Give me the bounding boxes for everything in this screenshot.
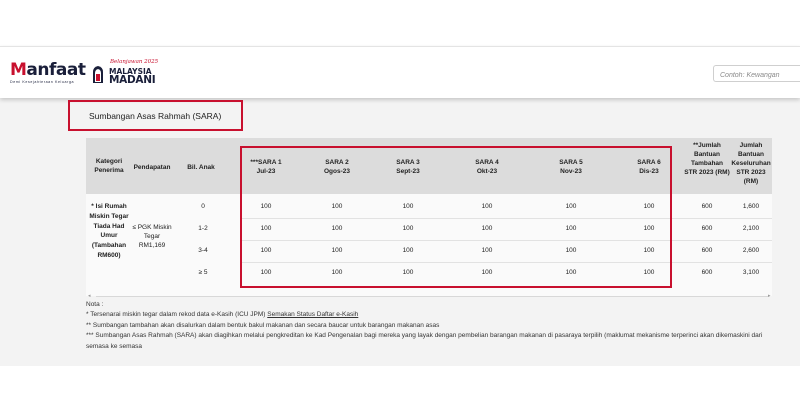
note-2: ** Sumbangan tambahan akan disalurkan dalam bentuk bakul makanan dan secara baucar untuk barangan makanan asas <box>86 321 440 329</box>
header-sara6-month: Dis-23 <box>639 168 659 175</box>
madani-line1: MALAYSIA <box>109 67 152 76</box>
header-sara1: ***SARA 1 <box>250 159 282 166</box>
horizontal-scrollbar[interactable] <box>96 296 768 297</box>
note-3-line1: *** Sumbangan Asas Rahmah (SARA) akan diagihkan melalui pengkreditan ke Kad Pengenalan bagi mereka yang layak dengan pembelian barangan makanan di pasaraya terpilih (maklumat mekanisme terperinci akan dikemaskini dari <box>86 332 763 340</box>
manfaat-logo-text <box>10 62 85 79</box>
cell-jumlah: 2,600 <box>742 247 760 254</box>
cell-sara6: 100 <box>643 203 655 210</box>
header-pendapatan: Pendapatan <box>133 164 171 171</box>
notes-section <box>86 300 762 352</box>
header-sara5-month: Nov-23 <box>560 168 582 175</box>
malaysia-madani-logo[interactable] <box>91 59 159 88</box>
header-sara4: SARA 4 <box>475 159 499 166</box>
cell-sara2: 100 <box>331 269 343 276</box>
manfaat-logo-rest: anfaat <box>26 60 86 80</box>
header-bil-anak: Bil. Anak <box>187 164 215 171</box>
header-sara5: SARA 5 <box>559 159 583 166</box>
page-bottom <box>0 366 800 420</box>
cell-sara1: 100 <box>260 203 272 210</box>
cell-jumlah: 3,100 <box>742 269 760 276</box>
cell-sara5: 100 <box>565 203 577 210</box>
cell-sara6: 100 <box>643 247 655 254</box>
cell-tambahan: 600 <box>701 247 713 254</box>
note-1-text: * Tersenarai miskin tegar dalam rekod data e-Kasih (ICU JPM) <box>86 311 266 319</box>
cell-sara4: 100 <box>481 247 493 254</box>
cell-bil-anak: ≥ 5 <box>198 269 208 276</box>
cell-sara1: 100 <box>260 225 272 232</box>
cell-sara2: 100 <box>331 247 343 254</box>
cell-tambahan: 600 <box>701 225 713 232</box>
header-sara6: SARA 6 <box>637 159 661 166</box>
cell-tambahan: 600 <box>701 269 713 276</box>
ekasih-status-link[interactable]: Semakan Status Daftar e-Kasih <box>267 311 359 319</box>
manfaat-logo-initial: M <box>10 60 27 80</box>
manfaat-logo[interactable] <box>10 62 85 84</box>
sara-highlight-box <box>240 146 672 288</box>
cell-sara3: 100 <box>402 269 414 276</box>
cell-bil-anak: 3-4 <box>198 247 208 254</box>
cell-sara1: 100 <box>260 247 272 254</box>
search-input[interactable] <box>713 65 800 82</box>
madani-emblem-icon <box>91 64 105 84</box>
cell-sara1: 100 <box>260 269 272 276</box>
cell-sara3: 100 <box>402 225 414 232</box>
header-keseluruhan: Jumlah Bantuan Keseluruhan STR 2023 (RM) <box>731 142 771 185</box>
cell-jumlah: 1,600 <box>742 203 760 210</box>
scroll-left-icon[interactable]: ◂ <box>88 293 91 299</box>
site-header <box>0 46 800 98</box>
manfaat-logo-tagline: Demi Kesejahteraan Keluarga <box>10 80 75 84</box>
header-kategori: Kategori Penerima <box>94 158 124 174</box>
cell-kategori: * Isi Rumah Miskin Tegar Tiada Had Umur (Tambahan RM600) <box>89 203 129 259</box>
cell-pendapatan: ≤ PGK Miskin Tegar RM1,169 <box>132 224 172 249</box>
cell-sara5: 100 <box>565 269 577 276</box>
header-sara1-month: Jul-23 <box>256 168 276 175</box>
cell-sara4: 100 <box>481 225 493 232</box>
header-sara4-month: Okt-23 <box>476 168 498 175</box>
cell-sara3: 100 <box>402 203 414 210</box>
cell-bil-anak: 1-2 <box>198 225 208 232</box>
page-title-box <box>68 100 243 131</box>
header-tambahan: **Jumlah Bantuan Tambahan STR 2023 (RM) <box>684 142 730 176</box>
cell-sara4: 100 <box>481 269 493 276</box>
cell-tambahan: 600 <box>701 203 713 210</box>
madani-script-text: Belanjawan 2025 <box>110 59 159 65</box>
cell-sara5: 100 <box>565 247 577 254</box>
page-title: Sumbangan Asas Rahmah (SARA) <box>89 111 222 121</box>
scroll-right-icon[interactable]: ▸ <box>768 293 771 299</box>
notes-label: Nota : <box>86 301 104 308</box>
note-1 <box>86 310 762 320</box>
cell-sara6: 100 <box>643 225 655 232</box>
cell-jumlah: 2,100 <box>742 225 760 232</box>
cell-sara6: 100 <box>643 269 655 276</box>
cell-sara3: 100 <box>402 247 414 254</box>
cell-sara5: 100 <box>565 225 577 232</box>
madani-line2: MADANI <box>109 74 156 86</box>
header-sara2-month: Ogos-23 <box>323 168 350 175</box>
header-sara3: SARA 3 <box>396 159 420 166</box>
cell-sara2: 100 <box>331 203 343 210</box>
cell-sara4: 100 <box>481 203 493 210</box>
cell-sara2: 100 <box>331 225 343 232</box>
cell-bil-anak: 0 <box>201 203 205 210</box>
header-sara2: SARA 2 <box>325 159 349 166</box>
note-3-line2: semasa ke semasa <box>86 342 142 350</box>
header-sara3-month: Sept-23 <box>396 168 420 175</box>
top-strip <box>0 0 800 46</box>
